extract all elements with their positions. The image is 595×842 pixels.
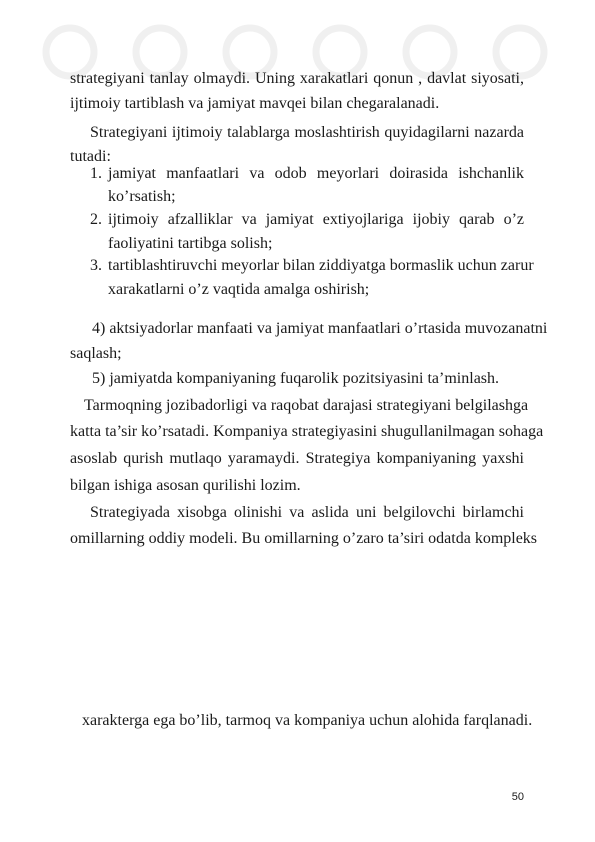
item5-line: 5) jamiyatda kompaniyaning fuqarolik pozitsiyasini ta’minlash. xyxy=(92,370,500,387)
paragraph3-line2: katta ta’sir ko’rsatadi. Kompaniya strategiyasini shugullanilmagan sohaga xyxy=(70,423,544,440)
list-item-number: 1. xyxy=(90,165,102,182)
list-item-number: 3. xyxy=(90,257,102,274)
paragraph2-line2: tutadi: xyxy=(70,148,111,165)
closing-line: xarakterga ega bo’lib, tarmoq va kompaniya uchun alohida farqlanadi. xyxy=(82,712,533,729)
list-item-number: 2. xyxy=(90,211,102,228)
paragraph3-line1: Tarmoqning jozibadorligi va raqobat darajasi strategiyani belgilashga xyxy=(84,397,529,414)
list-item-line2: xarakatlarni o’z vaqtida amalga oshirish; xyxy=(108,281,370,298)
paragraph4-line1: Strategiyada xisobga olinishi va aslida uni belgilovchi birlamchi xyxy=(90,504,524,521)
paragraph4-line2: omillarning oddiy modeli. Bu omillarning o’zaro ta’siri odatda kompleks xyxy=(70,530,538,547)
item4-line2: saqlash; xyxy=(70,345,122,362)
paragraph1-line2: ijtimoiy tartiblash va jamiyat mavqei bilan chegaralanadi. xyxy=(70,95,440,112)
list-item-line1: tartiblashtiruvchi meyorlar bilan ziddiyatga bormaslik uchun zarur xyxy=(108,257,534,274)
paragraph3-line4: bilgan ishiga asosan qurilishi lozim. xyxy=(70,477,301,494)
list-item-line1: jamiyat manfaatlari va odob meyorlari doirasida ishchanlik xyxy=(108,165,524,182)
paragraph1-line1: strategiyani tanlay olmaydi. Uning xarakatlari qonun , davlat siyosati, xyxy=(70,70,524,87)
item4-line1: 4) aktsiyadorlar manfaati va jamiyat manfaatlari o’rtasida muvozanatni xyxy=(92,320,548,337)
page-number: 50 xyxy=(511,791,524,803)
paragraph2-line1: Strategiyani ijtimoiy talablarga moslashtirish quyidagilarni nazarda xyxy=(90,124,524,141)
list-item-line1: ijtimoiy afzalliklar va jamiyat extiyojlariga ijobiy qarab o’z xyxy=(108,211,524,228)
list-item-line2: ko’rsatish; xyxy=(108,188,176,205)
paragraph3-line3: asoslab qurish mutlaqo yaramaydi. Strategiya kompaniyaning yaxshi xyxy=(70,450,524,467)
list-item-line2: faoliyatini tartibga solish; xyxy=(108,235,273,252)
